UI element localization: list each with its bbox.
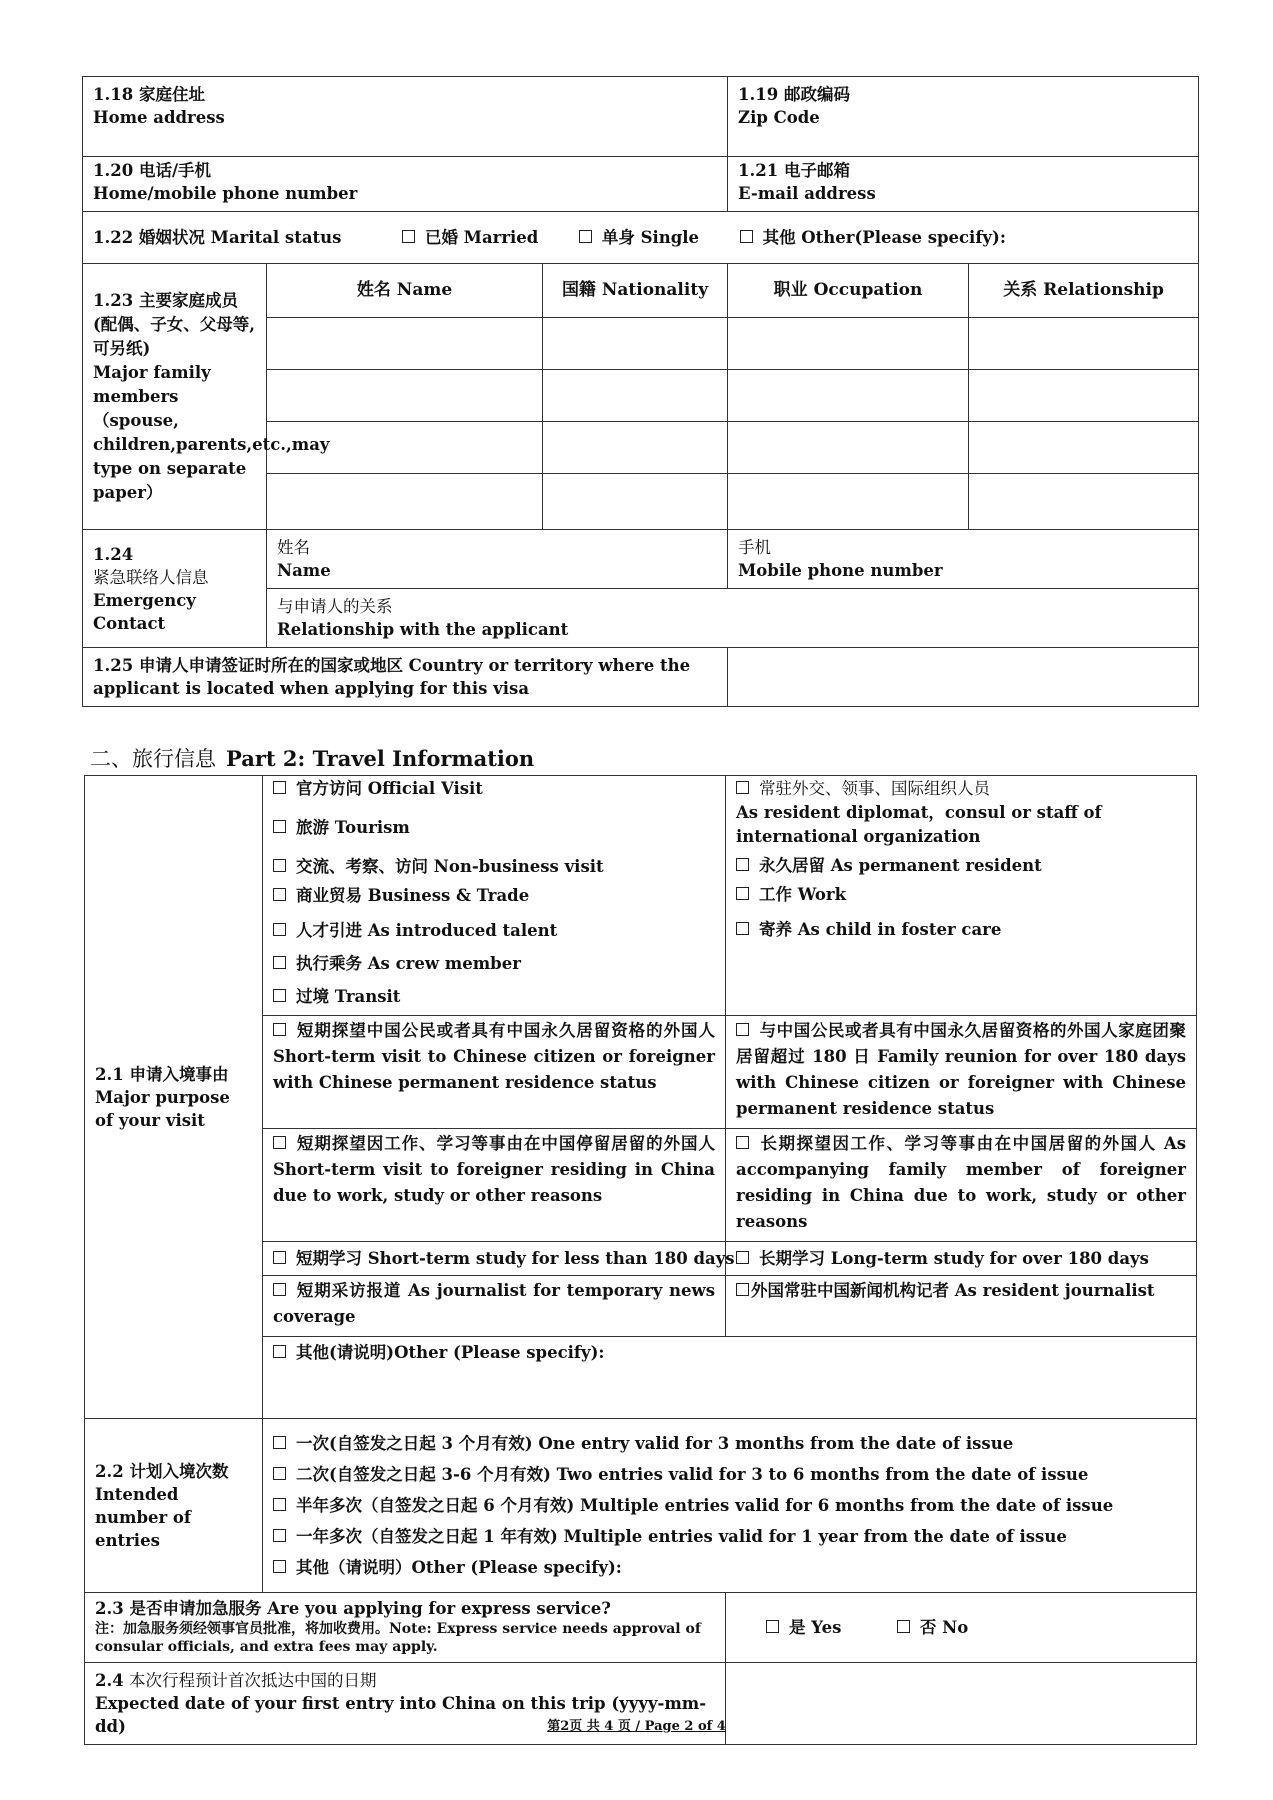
- checkbox-icon[interactable]: [273, 923, 286, 936]
- checkbox-icon[interactable]: [736, 781, 749, 794]
- option-multiple-6-months[interactable]: 半年多次（自签发之日起 6 个月有效) Multiple entries valid for 6 months from the date of issue: [273, 1490, 1186, 1521]
- checkbox-icon[interactable]: [273, 1023, 286, 1036]
- option-business-trade[interactable]: 商业贸易 Business & Trade: [273, 884, 715, 908]
- checkbox-icon[interactable]: [273, 989, 286, 1002]
- option-crew-member[interactable]: 执行乘务 As crew member: [273, 952, 715, 976]
- family-cell[interactable]: [728, 370, 969, 422]
- option-foster-care[interactable]: 寄养 As child in foster care: [736, 918, 1186, 942]
- family-cell[interactable]: [969, 370, 1199, 422]
- checkbox-icon[interactable]: [897, 1620, 910, 1633]
- family-cell[interactable]: [543, 422, 728, 474]
- family-cell[interactable]: [543, 370, 728, 422]
- emergency-name-field[interactable]: 姓名 Name: [267, 530, 728, 589]
- checkbox-icon[interactable]: [402, 230, 415, 243]
- entries-options: [263, 1419, 1197, 1593]
- checkbox-icon[interactable]: [736, 1251, 749, 1264]
- option-study-short[interactable]: 短期学习 Short-term study for less than 180 days: [263, 1242, 726, 1276]
- arrival-date-label: 2.4 本次行程预计首次抵达中国的日期 Expected date of your first entry into China on this trip (yyyy-mm-dd): [85, 1663, 726, 1745]
- checkbox-icon[interactable]: [736, 887, 749, 900]
- family-cell[interactable]: [728, 474, 969, 530]
- option-transit[interactable]: 过境 Transit: [273, 985, 715, 1009]
- option-non-business-visit[interactable]: 交流、考察、访问 Non-business visit: [273, 855, 715, 879]
- checkbox-icon[interactable]: [273, 1283, 286, 1296]
- country-label: 1.25 申请人申请签证时所在的国家或地区 Country or territory where the applicant is located when applying for this visa: [83, 648, 728, 707]
- option-work[interactable]: 工作 Work: [736, 883, 1186, 907]
- phone-field[interactable]: 1.20 电话/手机 Home/mobile phone number: [83, 157, 728, 212]
- checkbox-icon[interactable]: [273, 1529, 286, 1542]
- marital-status-row: [83, 212, 1199, 264]
- family-header-nationality: 国籍 Nationality: [543, 264, 728, 318]
- checkbox-icon[interactable]: [273, 888, 286, 901]
- option-study-long[interactable]: 长期学习 Long-term study for over 180 days: [726, 1242, 1197, 1276]
- emergency-contact-label: 1.24 紧急联络人信息 Emergency Contact: [83, 530, 267, 648]
- checkbox-icon[interactable]: [736, 1136, 749, 1149]
- email-field[interactable]: 1.21 电子邮箱 E-mail address: [728, 157, 1199, 212]
- emergency-relationship-field[interactable]: 与申请人的关系 Relationship with the applicant: [267, 589, 1199, 648]
- family-cell[interactable]: [969, 474, 1199, 530]
- option-family-reunion[interactable]: 与中国公民或者具有中国永久居留资格的外国人家庭团聚居留超过 180 日 Family reunion for over 180 days with Chinese citizen or foreigner with Chinese permanent residence status: [726, 1016, 1197, 1129]
- checkbox-icon[interactable]: [273, 1345, 286, 1358]
- express-options: [726, 1593, 1197, 1663]
- option-official-visit[interactable]: 官方访问 Official Visit: [273, 777, 715, 801]
- option-family-short-visit[interactable]: 短期探望中国公民或者具有中国永久居留资格的外国人 Short-term visit to Chinese citizen or foreigner with Chinese permanent residence status: [263, 1016, 726, 1129]
- option-tourism[interactable]: 旅游 Tourism: [273, 816, 715, 840]
- family-cell[interactable]: [969, 422, 1199, 474]
- family-cell[interactable]: [267, 474, 543, 530]
- checkbox-icon[interactable]: [273, 1136, 286, 1149]
- purpose-right-options: [726, 776, 1197, 1016]
- option-permanent-resident[interactable]: 永久居留 As permanent resident: [736, 854, 1186, 878]
- emergency-mobile-field[interactable]: 手机 Mobile phone number: [728, 530, 1199, 589]
- married-option[interactable]: 已婚 Married: [402, 228, 538, 247]
- family-cell[interactable]: [728, 422, 969, 474]
- checkbox-icon[interactable]: [273, 820, 286, 833]
- family-cell[interactable]: [543, 474, 728, 530]
- option-visit-foreigner-short[interactable]: 短期探望因工作、学习等事由在中国停留居留的外国人 Short-term visit to foreigner residing in China due to work, study or other reasons: [263, 1129, 726, 1242]
- checkbox-icon[interactable]: [579, 230, 592, 243]
- zip-code-field[interactable]: 1.19 邮政编码 Zip Code: [728, 77, 1199, 157]
- option-two-entries[interactable]: 二次(自签发之日起 3-6 个月有效) Two entries valid for 3 to 6 months from the date of issue: [273, 1459, 1186, 1490]
- other-marital-option[interactable]: 其他 Other(Please specify):: [740, 228, 1006, 247]
- checkbox-icon[interactable]: [273, 1251, 286, 1264]
- part2-table: [84, 775, 1197, 1745]
- family-members-label: 1.23 主要家庭成员 (配偶、子女、父母等,可另纸) Major family members（spouse, children,parents,etc.,may type on separate paper）: [83, 264, 267, 530]
- checkbox-icon[interactable]: [273, 859, 286, 872]
- family-header-name: 姓名 Name: [267, 264, 543, 318]
- option-multiple-1-year[interactable]: 一年多次（自签发之日起 1 年有效) Multiple entries valid for 1 year from the date of issue: [273, 1521, 1186, 1552]
- part2-title: 二、旅行信息 Part 2: Travel Information: [90, 746, 535, 771]
- single-option[interactable]: 单身 Single: [579, 228, 699, 247]
- checkbox-icon[interactable]: [736, 922, 749, 935]
- option-entries-other[interactable]: 其他（请说明）Other (Please specify):: [273, 1552, 1186, 1583]
- family-cell[interactable]: [267, 318, 543, 370]
- option-visit-foreigner-long[interactable]: 长期探望因工作、学习等事由在中国居留的外国人 As accompanying family member of foreigner residing in China due to work, study or other reasons: [726, 1129, 1197, 1242]
- option-one-entry[interactable]: 一次(自签发之日起 3 个月有效) One entry valid for 3 months from the date of issue: [273, 1428, 1186, 1459]
- marital-label: 1.22 婚姻状况 Marital status: [93, 228, 342, 247]
- family-cell[interactable]: [543, 318, 728, 370]
- option-introduced-talent[interactable]: 人才引进 As introduced talent: [273, 919, 715, 943]
- checkbox-icon[interactable]: [273, 1498, 286, 1511]
- express-label: 2.3 是否申请加急服务 Are you applying for express service? 注：加急服务须经领事官员批准，将加收费用。Note: Express service needs approval of consular officials, and extra fees may apply.: [85, 1593, 726, 1663]
- purpose-label: 2.1 申请入境事由 Major purpose of your visit: [85, 776, 263, 1419]
- option-journalist-resident[interactable]: 外国常驻中国新闻机构记者 As resident journalist: [726, 1276, 1197, 1337]
- option-express-yes[interactable]: 是 Yes: [766, 1618, 841, 1637]
- family-cell[interactable]: [267, 370, 543, 422]
- entries-label: 2.2 计划入境次数 Intended number of entries: [85, 1419, 263, 1593]
- checkbox-icon[interactable]: [740, 230, 753, 243]
- purpose-left-options: [263, 776, 726, 1016]
- checkbox-icon[interactable]: [273, 1436, 286, 1449]
- checkbox-icon[interactable]: [273, 781, 286, 794]
- option-purpose-other[interactable]: 其他(请说明)Other (Please specify):: [263, 1337, 1197, 1419]
- resident-diplomat-en: As resident diplomat，consul or staff of international organization: [736, 803, 1102, 846]
- checkbox-icon[interactable]: [273, 1467, 286, 1480]
- checkbox-icon[interactable]: [273, 1560, 286, 1573]
- checkbox-icon[interactable]: [736, 1023, 749, 1036]
- home-address-field[interactable]: 1.18 家庭住址 Home address: [83, 77, 728, 157]
- checkbox-icon[interactable]: [736, 1283, 749, 1296]
- checkbox-icon[interactable]: [273, 956, 286, 969]
- family-header-occupation: 职业 Occupation: [728, 264, 969, 318]
- option-express-no[interactable]: 否 No: [897, 1618, 968, 1637]
- checkbox-icon[interactable]: [736, 858, 749, 871]
- option-journalist-short[interactable]: 短期采访报道 As journalist for temporary news coverage: [263, 1276, 726, 1337]
- country-field[interactable]: [728, 648, 1199, 707]
- family-header-relationship: 关系 Relationship: [969, 264, 1199, 318]
- checkbox-icon[interactable]: [766, 1620, 779, 1633]
- family-cell[interactable]: [969, 318, 1199, 370]
- family-cell[interactable]: [728, 318, 969, 370]
- option-resident-diplomat[interactable]: 常驻外交、领事、国际组织人员: [736, 777, 1186, 801]
- page-footer: 第2页 共 4 页 / Page 2 of 4: [547, 1719, 726, 1734]
- part1-table: [82, 76, 1199, 707]
